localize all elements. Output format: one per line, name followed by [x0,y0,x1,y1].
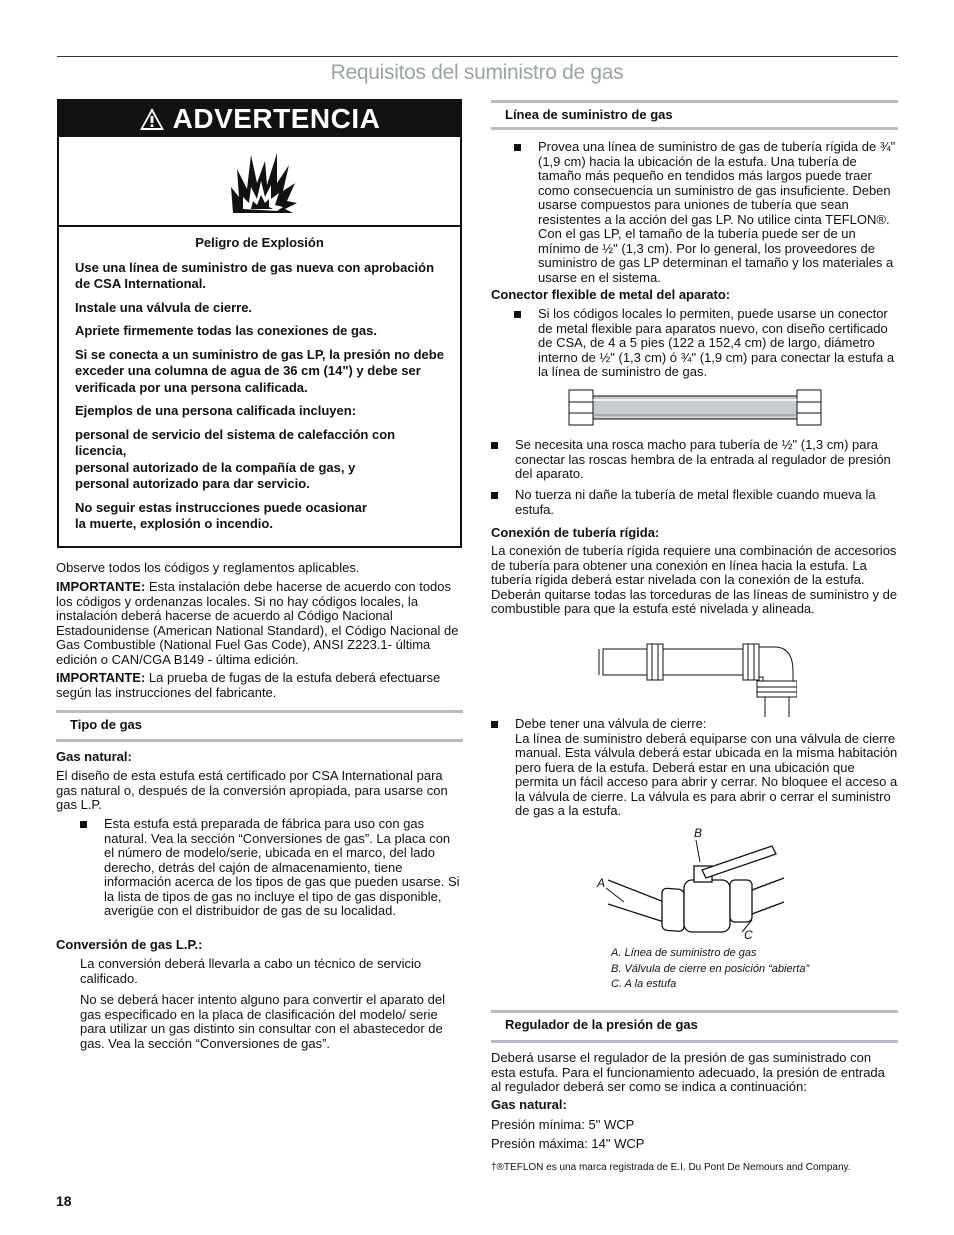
important-label: IMPORTANTE: [56,670,146,685]
caption-line: C. A la estufa [611,978,677,990]
important-paragraph-2 [56,671,461,700]
subheading-gas-natural: Gas natural: [56,749,132,764]
bullet-text: Se necesita una rosca macho para tubería de ½" (1,3 cm) para conectar las roscas hembra de la entrada al regulador de presión del aparato. [515,437,891,481]
bullet-square-icon [491,442,498,449]
warning-line: Ejemplos de una persona calificada incluyen: [75,403,357,418]
important-text: La prueba de fugas de la estufa deberá efectuarse según las instrucciones del fabricante. [56,670,441,700]
lp-text-1: La conversión deberá llevarla a cabo un técnico de servicio calificado. [80,956,422,986]
flexible-connector-diagram [568,389,822,426]
bullet-item [514,307,898,380]
subheading-conexion-rigida: Conexión de tubería rígida: [491,525,660,540]
rigid-pipe-diagram [597,637,797,719]
bullet-text: Esta estufa está preparada de fábrica para uso con gas natural. Vea la sección “Conversiones de gas”. La placa con el número de modelo/serie, ubicada en el marco, del lado derecho, detrás del cajón de almacenamiento, tiene información acerca de los tipos de gas que pueden usarse. Si la lista de tipos de gas no incluye el tipo de gas disponible, averigüe con el distribuidor de gas de su localidad. [104,816,460,918]
bullet-square-icon [491,721,498,728]
section-header-linea-suministro: Línea de suministro de gas [491,100,898,130]
bullet-item [80,817,462,919]
caption-line: B. Válvula de cierre en posición “abierta” [611,962,810,975]
subheading-conversion-lp: Conversión de gas L.P.: [56,937,203,952]
warning-body [59,227,460,533]
bullet-item [491,438,898,482]
warning-line: personal de servicio del sistema de calefacción con licencia, [75,426,396,458]
bullet-text: Debe tener una válvula de cierre: La línea de suministro deberá equiparse con una válvula de cierre manual. Esta válvula deberá estar ubicada en la misma habitación pero fuera de la estufa. Deberá estar en una ubicación que permita un fácil acceso para abrir y cerrar. No bloquee el acceso a la válvula de cierre. La válvula es para abrir o cerrar el suministro de gas a la estufa. [515,716,898,818]
teflon-footnote: †®TEFLON es una marca registrada de E.I. Du Pont De Nemours and Company. [491,1162,851,1173]
bullet-item [491,717,898,819]
top-rule [57,56,898,57]
regulador-text: Deberá usarse el regulador de la presión de gas suministrado con esta estufa. Para el funcionamiento adecuado, la presión de entrada al regulador deberá ser como se indica a continuación: [491,1050,885,1094]
shutoff-valve-diagram [604,840,784,940]
lp-text-2: No se deberá hacer intento alguno para convertir el aparato del gas especificado en la placa de clasificación del modelo/ serie para utilizar un gas distinto sin consultar con el abastecedor de gas. Vea la sección “Conversiones de gas”. [80,992,445,1051]
warning-line: No seguir estas instrucciones puede ocasionar [75,499,367,515]
bullet-text: No tuerza ni dañe la tubería de metal flexible cuando mueva la estufa. [515,487,876,517]
section-header-regulador: Regulador de la presión de gas [491,1010,898,1043]
bullet-text: Si los códigos locales lo permiten, puede usarse un conector de metal flexible para aparatos nuevo, con diseño certificado de CSA, de 4 a 5 pies (122 a 152,4 cm) de largo, diámetro interno de ½" (1,3 cm) ó ¾" (1,9 cm) para conectar la estufa a la línea de suministro de gas. [538,306,895,379]
warning-line: Instale una válvula de cierre. [75,299,253,315]
important-paragraph-1 [56,580,464,667]
bullet-text: Provea una línea de suministro de gas de tubería rígida de ¾" (1,9 cm) hacia la ubicación de la estufa. Una tubería de tamaño más pequeño en tendidos más largos puede traer como consecuencia un suministro de gas insuficiente. Deben usarse compuestos para uniones de tubería que sean resistentes a la acción del gas LP. No utilice cinta TEFLON®. Con el gas LP, el tamaño de la tubería puede ser de un mínimo de ½" (1,3 cm). Por lo general, los proveedores de suministro de gas LP determinan el tamaño y los materiales a usarse en el sistema. [538,139,896,285]
warning-line: personal autorizado de la compañía de gas, y [75,459,356,475]
subheading-conector-flexible: Conector flexible de metal del aparato: [491,287,731,302]
danger-title: Peligro de Explosión [195,235,324,250]
presion-minima: Presión mínima: 5" WCP [491,1117,635,1132]
warning-triangle-icon [139,107,165,131]
conexion-rigida-text: La conexión de tubería rígida requiere una combinación de accesorios de tubería para obtener una conexión en línea hacia la estufa. La tubería rígida deberá estar nivelada con la conexión de la estufa. Deberán quitarse todas las torceduras de las líneas de suministro y de combustible para que la estufa esté nivelada y alineada. [491,543,898,616]
figure-label-b: B [694,826,703,840]
warning-heading: ADVERTENCIA [172,102,381,134]
explosion-icon [227,147,299,217]
presion-maxima: Presión máxima: 14" WCP [491,1136,645,1151]
warning-line: personal autorizado para dar servicio. [75,476,310,491]
bullet-square-icon [491,492,498,499]
important-label: IMPORTANTE: [56,579,146,594]
warning-box [57,99,462,548]
warning-header [59,101,460,137]
bullet-item [514,140,898,285]
section-header-tipo-de-gas: Tipo de gas [56,710,463,742]
bullet-square-icon [514,144,521,151]
important-text: Esta instalación debe hacerse de acuerdo con todos los códigos y ordenanzas locales. Si no hay códigos locales, la instalación deberá hacerse de acuerdo al Código Nacional Estadounidense (American National Standard), el Código Nacional de Gas Combustible (National Fuel Gas Code), ANSI Z223.1- última edición o CAN/CGA B149 - última edición. [56,579,459,667]
page-number: 18 [56,1193,72,1209]
warning-line: la muerte, explosión o incendio. [75,516,273,531]
warning-line: Apriete firmemente todas las conexiones de gas. [75,323,377,338]
bullet-square-icon [80,821,87,828]
warning-pictogram [59,137,460,227]
figure-captions [611,946,809,993]
page-title: Requisitos del suministro de gas [330,61,624,84]
gas-natural-text: El diseño de esta estufa está certificado por CSA International para gas natural o, después de la conversión apropiada, para usarse con gas L.P. [56,768,448,812]
caption-line: A. Línea de suministro de gas [611,947,757,959]
observe-text: Observe todos los códigos y reglamentos aplicables. [56,560,360,575]
bullet-item [491,488,898,517]
bullet-square-icon [514,311,521,318]
warning-line: Use una línea de suministro de gas nueva con aprobación de CSA International. [75,259,435,291]
figure-label-a: A [597,876,606,890]
subheading-gas-natural-right: Gas natural: [491,1097,567,1112]
figure-label-c: C [744,928,753,942]
warning-line: Si se conecta a un suministro de gas LP, la presión no debe exceder una columna de agua de 36 cm (14") y debe ser verificada por una persona calificada. [75,346,444,395]
